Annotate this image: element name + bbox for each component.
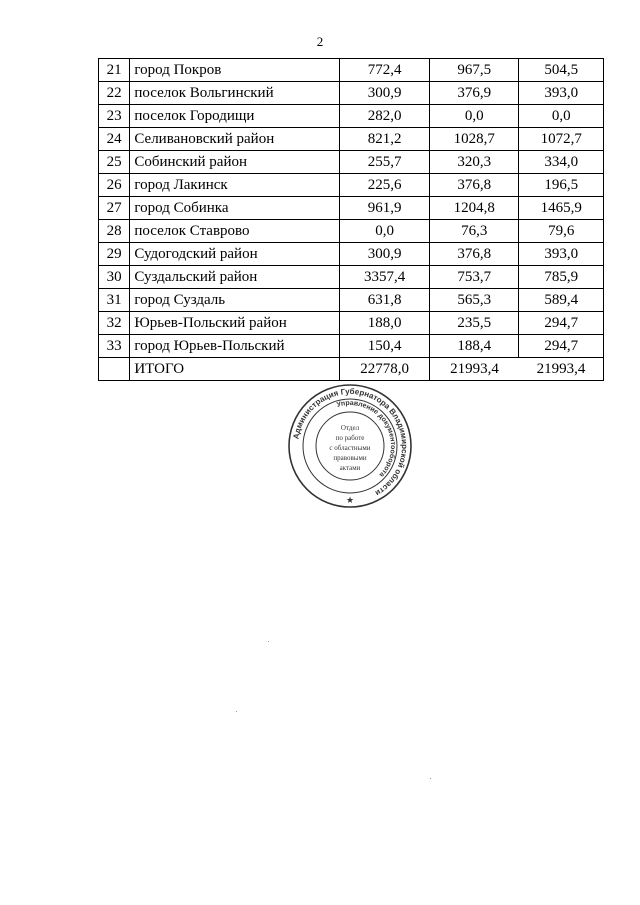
budget-table [98, 58, 604, 381]
cell-v3: 21993,4 [519, 358, 604, 381]
cell-name: поселок Городищи [130, 105, 340, 128]
cell-num: 24 [99, 128, 130, 151]
cell-v3: 393,0 [519, 243, 604, 266]
cell-name: поселок Вольгинский [130, 82, 340, 105]
cell-v1: 150,4 [340, 335, 430, 358]
cell-name: город Суздаль [130, 289, 340, 312]
cell-v1: 631,8 [340, 289, 430, 312]
cell-v3: 393,0 [519, 82, 604, 105]
cell-num: 23 [99, 105, 130, 128]
cell-num [99, 358, 130, 381]
cell-v2: 753,7 [430, 266, 519, 289]
cell-name: город Юрьев-Польский [130, 335, 340, 358]
cell-num: 27 [99, 197, 130, 220]
seal-center-line: правовыми [333, 454, 367, 462]
cell-num: 32 [99, 312, 130, 335]
cell-v1: 225,6 [340, 174, 430, 197]
cell-v1: 821,2 [340, 128, 430, 151]
table-row [99, 174, 604, 197]
cell-v3: 589,4 [519, 289, 604, 312]
page-number: 2 [316, 34, 324, 49]
table-row [99, 289, 604, 312]
cell-name: Селивановский район [130, 128, 340, 151]
cell-v2: 565,3 [430, 289, 519, 312]
cell-v2: 0,0 [430, 105, 519, 128]
cell-v2: 1028,7 [430, 128, 519, 151]
seal-center-line: актами [339, 464, 361, 472]
cell-name: Юрьев-Польский район [130, 312, 340, 335]
cell-name: Судогодский район [130, 243, 340, 266]
cell-v2: 376,8 [430, 174, 519, 197]
cell-v1: 255,7 [340, 151, 430, 174]
cell-name: город Собинка [130, 197, 340, 220]
cell-v3: 1465,9 [519, 197, 604, 220]
cell-num: 22 [99, 82, 130, 105]
cell-v2: 376,8 [430, 243, 519, 266]
cell-v2: 376,9 [430, 82, 519, 105]
table-row [99, 105, 604, 128]
cell-v1: 282,0 [340, 105, 430, 128]
cell-v3: 294,7 [519, 312, 604, 335]
table-row [99, 220, 604, 243]
cell-name: Собинский район [130, 151, 340, 174]
cell-v2: 76,3 [430, 220, 519, 243]
seal-center-text [329, 424, 370, 472]
table-row [99, 151, 604, 174]
cell-v1: 300,9 [340, 82, 430, 105]
table-row [99, 59, 604, 82]
cell-name: поселок Ставрово [130, 220, 340, 243]
cell-num: 25 [99, 151, 130, 174]
cell-num: 30 [99, 266, 130, 289]
total-row [99, 358, 604, 381]
cell-num: 29 [99, 243, 130, 266]
table-row [99, 128, 604, 151]
cell-v3: 294,7 [519, 335, 604, 358]
cell-num: 31 [99, 289, 130, 312]
cell-num: 28 [99, 220, 130, 243]
cell-v3: 504,5 [519, 59, 604, 82]
cell-num: 21 [99, 59, 130, 82]
cell-v3: 785,9 [519, 266, 604, 289]
cell-v1: 300,9 [340, 243, 430, 266]
cell-num: 33 [99, 335, 130, 358]
cell-name: Суздальский район [130, 266, 340, 289]
seal-outer-text: Администрация Губернатора Владимирской области [291, 386, 410, 498]
scan-speck [430, 778, 431, 779]
cell-name: город Покров [130, 59, 340, 82]
cell-v2: 967,5 [430, 59, 519, 82]
table-row [99, 243, 604, 266]
table-row [99, 335, 604, 358]
cell-v3: 79,6 [519, 220, 604, 243]
table-row [99, 82, 604, 105]
scan-speck [268, 641, 269, 642]
cell-v1: 0,0 [340, 220, 430, 243]
seal-star: ★ [345, 495, 355, 505]
cell-v1: 188,0 [340, 312, 430, 335]
cell-v1: 772,4 [340, 59, 430, 82]
cell-name: город Лакинск [130, 174, 340, 197]
cell-v2: 21993,4 [430, 358, 519, 381]
cell-v1: 22778,0 [340, 358, 430, 381]
cell-v2: 188,4 [430, 335, 519, 358]
official-seal [287, 383, 413, 509]
cell-v1: 3357,4 [340, 266, 430, 289]
cell-v3: 334,0 [519, 151, 604, 174]
cell-num: 26 [99, 174, 130, 197]
table-row [99, 312, 604, 335]
seal-middle-text: Управление документооборота [336, 399, 397, 479]
table-row [99, 197, 604, 220]
cell-name: ИТОГО [130, 358, 340, 381]
cell-v3: 0,0 [519, 105, 604, 128]
cell-v2: 320,3 [430, 151, 519, 174]
seal-center-line: с областными [329, 444, 371, 452]
table-row [99, 266, 604, 289]
seal-center-line: Отдел [340, 424, 360, 432]
seal-center-line: по работе [335, 434, 365, 442]
cell-v1: 961,9 [340, 197, 430, 220]
scan-speck [236, 711, 237, 712]
cell-v2: 1204,8 [430, 197, 519, 220]
cell-v3: 1072,7 [519, 128, 604, 151]
cell-v2: 235,5 [430, 312, 519, 335]
cell-v3: 196,5 [519, 174, 604, 197]
